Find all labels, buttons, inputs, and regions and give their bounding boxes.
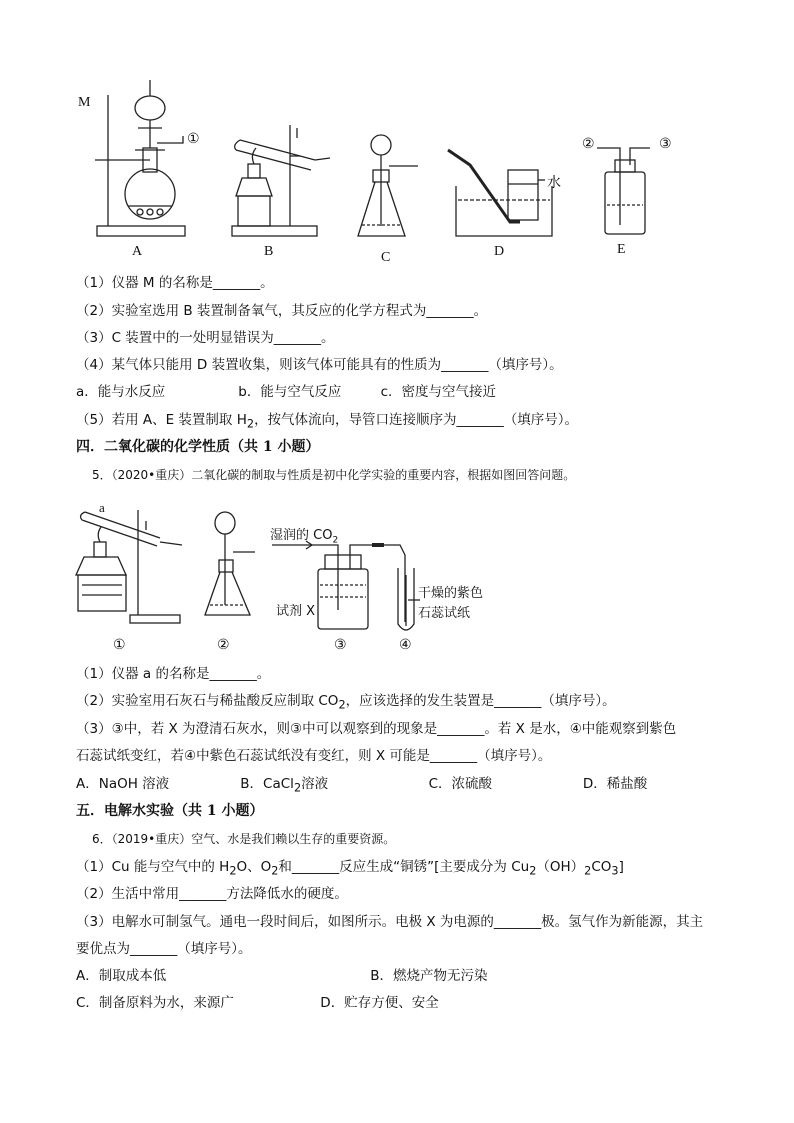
- q6-item-1-text: O、O: [236, 859, 272, 875]
- subscript: 2: [246, 417, 255, 431]
- q6-item-3-line-1: （3）电解水可制氢气。通电一段时间后，如图所示。电极 X 为电源的_______极。氢气作为新能源，其主: [76, 914, 704, 930]
- water-label: 水: [547, 176, 561, 191]
- subscript: 2: [338, 698, 346, 712]
- q4-item-5-text: （5）若用 A、E 装置制取 H: [76, 412, 247, 428]
- dry-litmus-label-1: 干燥的紫色: [418, 586, 484, 601]
- q4-item-1: （1）仪器 M 的名称是_______。: [76, 275, 274, 291]
- q6-item-1: [76, 857, 624, 882]
- q6-item-1-text: CO: [591, 859, 612, 875]
- q6-item-3-line-2: 要优点为_______（填序号）。: [76, 941, 252, 957]
- reagent-x-label: 试剂 X: [276, 604, 316, 619]
- subscript: 2: [229, 864, 237, 878]
- q6-stem: 6．（2019•重庆）空气、水是我们赖以生存的重要资源。: [92, 832, 396, 846]
- q4-item-4: （4）某气体只能用 D 装置收集，则该气体可能具有的性质为_______（填序号）。: [76, 357, 563, 373]
- q6-item-2: （2）生活中常用_______方法降低水的硬度。: [76, 886, 348, 902]
- q6-item-1-text: （1）Cu 能与空气中的 H: [76, 859, 230, 875]
- subscript: 2: [332, 535, 339, 546]
- q6-options-row-1: [76, 966, 488, 986]
- label-m: M: [78, 95, 91, 110]
- subscript: 3: [611, 864, 619, 878]
- fig2-mark-3: ③: [334, 638, 347, 653]
- port-3-mark: ③: [659, 137, 672, 152]
- q6-option-a: A．制取成本低: [76, 968, 167, 984]
- q5-option-b-text: B．CaCl: [240, 776, 294, 792]
- q5-item-2-text: （2）实验室用石灰石与稀盐酸反应制取 CO: [76, 693, 339, 709]
- label-d: D: [494, 244, 505, 259]
- q6-item-1-text: （OH）: [536, 859, 585, 875]
- label-a: A: [132, 244, 143, 259]
- q5-stem: 5．（2020•重庆）二氧化碳的制取与性质是初中化学实验的重要内容，根据如图回答问题。: [92, 468, 576, 482]
- q5-option-c: C．浓硫酸: [428, 776, 493, 792]
- q5-item-2: [76, 691, 616, 716]
- q6-option-b: B．燃烧产物无污染: [370, 968, 488, 984]
- section-5-title: 五．电解水实验（共 1 小题）: [76, 803, 264, 819]
- q4-option-b: b．能与空气反应: [238, 384, 342, 400]
- subscript: 2: [271, 864, 279, 878]
- dry-litmus-label-2: 石蕊试纸: [418, 606, 471, 621]
- q6-option-d: D．贮存方便、安全: [320, 995, 439, 1011]
- q5-option-b: [240, 774, 424, 799]
- moist-co2-text: 湿润的 CO: [270, 528, 333, 543]
- port-1-mark: ①: [187, 132, 200, 147]
- q5-option-a: A．NaOH 溶液: [76, 776, 170, 792]
- label-e: E: [617, 242, 626, 257]
- apparatus-4: [398, 568, 420, 630]
- q4-option-a: a．能与水反应: [76, 384, 166, 400]
- section-4-title: 四．二氧化碳的化学性质（共 1 小题）: [76, 439, 320, 455]
- q6-item-1-text: 和_______反应生成“铜锈”[主要成分为 Cu: [278, 859, 530, 875]
- subscript: 2: [529, 864, 537, 878]
- label-instrument-a: a: [99, 500, 105, 515]
- q4-item-3: （3）C 装置中的一处明显错误为_______。: [76, 330, 335, 346]
- apparatus-1: [76, 510, 182, 623]
- q6-options-row-2: [76, 993, 439, 1013]
- q5-option-d: D．稀盐酸: [582, 776, 648, 792]
- subscript: 2: [584, 864, 592, 878]
- fig2-mark-1: ①: [113, 638, 126, 653]
- moist-co2-label: [270, 524, 338, 546]
- q5-item-1: （1）仪器 a 的名称是_______。: [76, 666, 271, 682]
- fig2-mark-2: ②: [217, 638, 230, 653]
- port-2-mark: ②: [582, 137, 595, 152]
- q5-item-3-line-2: 石蕊试纸变红，若④中紫色石蕊试纸没有变红，则 X 可能是_______（填序号）。: [76, 748, 552, 764]
- q5-item-3-line-1: （3）③中，若 X 为澄清石灰水，则③中可以观察到的现象是_______。若 X 是水，④中能观察到紫色: [76, 721, 677, 737]
- q4-item-5-text: ，按气体流向，导管口连接顺序为_______（填序号）。: [254, 412, 579, 428]
- q5-item-2-text: ，应该选择的发生装置是_______（填序号）。: [345, 693, 616, 709]
- q4-item-2: （2）实验室选用 B 装置制备氧气，其反应的化学方程式为_______。: [76, 303, 488, 319]
- label-c: C: [381, 250, 391, 265]
- apparatus-2: [205, 512, 255, 615]
- q5-options: [76, 774, 647, 799]
- subscript: 2: [293, 781, 302, 795]
- q6-item-1-text: ]: [618, 859, 624, 875]
- fig2-mark-4: ④: [399, 638, 412, 653]
- q6-option-c: C．制备原料为水，来源广: [76, 995, 234, 1011]
- q5-option-b-text: 溶液: [301, 776, 329, 792]
- label-b: B: [264, 244, 274, 259]
- q4-option-c: c．密度与空气接近: [380, 384, 497, 400]
